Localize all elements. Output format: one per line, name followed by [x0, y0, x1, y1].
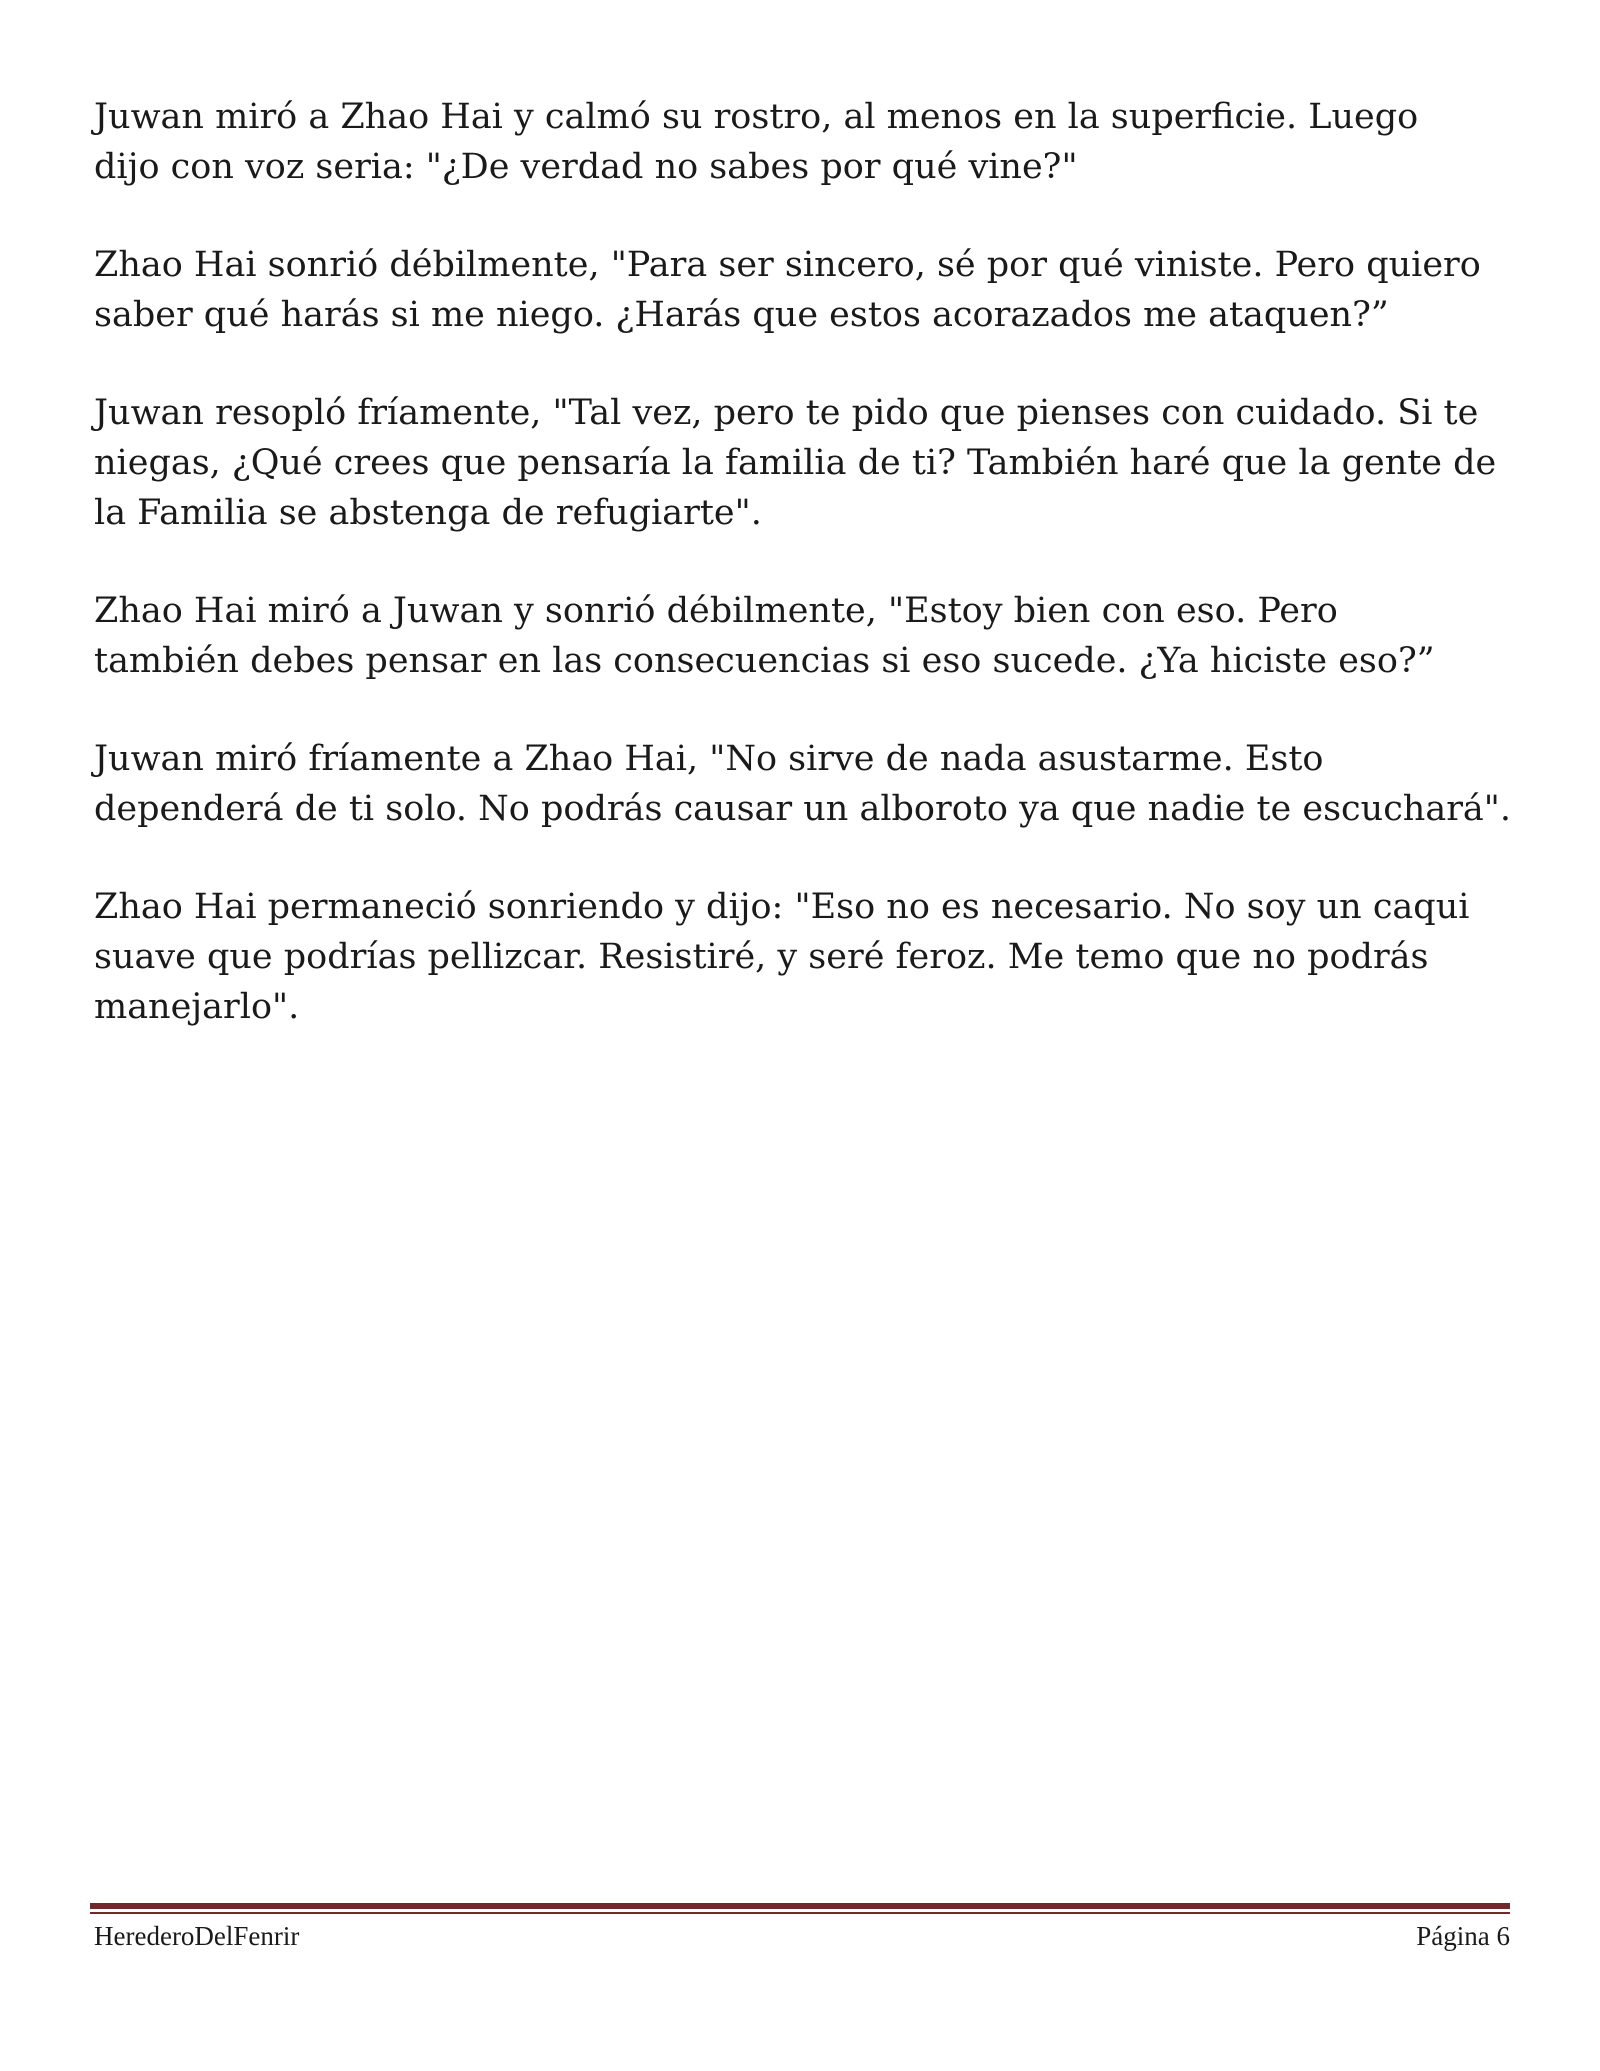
- paragraph-2: Zhao Hai sonrió débilmente, "Para ser sincero, sé por qué viniste. Pero quiero saber qué harás si me niego. ¿Harás que estos acorazados me ataquen?”: [94, 245, 1481, 335]
- paragraph-1: Juwan miró a Zhao Hai y calmó su rostro, al menos en la superficie. Luego dijo con voz seria: "¿De verdad no sabes por qué vine?": [94, 97, 1419, 187]
- footer-rule-thin: [90, 1912, 1510, 1914]
- footer-page-number: Página 6: [1416, 1921, 1510, 1951]
- paragraph-5: Juwan miró fríamente a Zhao Hai, "No sirve de nada asustarme. Esto dependerá de ti solo. No podrás causar un alboroto ya que nadie te escuchará".: [94, 739, 1512, 829]
- paragraph-4: Zhao Hai miró a Juwan y sonrió débilmente, "Estoy bien con eso. Pero también debes pensar en las consecuencias si eso sucede. ¿Ya hiciste eso?”: [94, 591, 1435, 681]
- paragraph-6: Zhao Hai permaneció sonriendo y dijo: "Eso no es necesario. No soy un caqui suave que podrías pellizcar. Resistiré, y seré feroz. Me temo que no podrás manejarlo".: [94, 887, 1470, 1027]
- page-footer: [94, 1916, 1510, 1956]
- footer-author: HerederoDelFenrir: [94, 1921, 300, 1951]
- footer-rule-thick: [90, 1903, 1510, 1909]
- paragraph-3: Juwan resopló fríamente, "Tal vez, pero te pido que pienses con cuidado. Si te niegas, ¿Qué crees que pensaría la familia de ti? También haré que la gente de la Familia se abstenga de refugiarte".: [94, 393, 1497, 533]
- document-body: [94, 92, 1534, 1080]
